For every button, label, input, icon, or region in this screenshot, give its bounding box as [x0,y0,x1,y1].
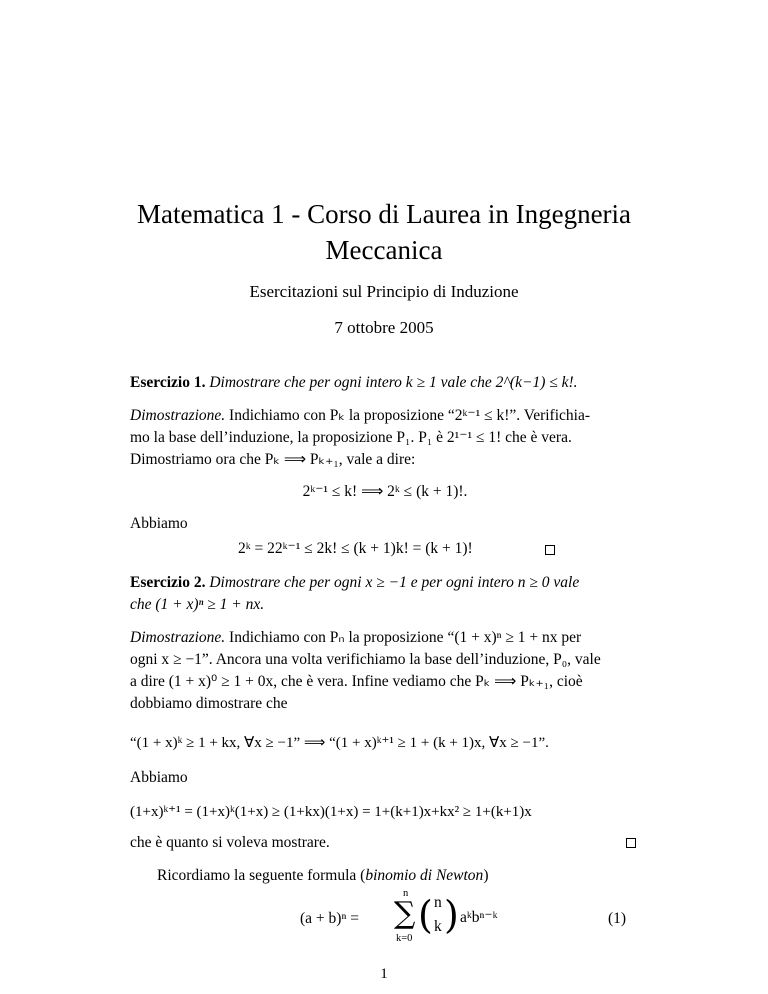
binomial-term: aᵏbⁿ⁻ᵏ [460,909,498,926]
exercise-2-abbiamo: Abbiamo [130,769,188,786]
binomial-intro-prefix: Ricordiamo la seguente formula ( [157,867,366,884]
proof-label: Dimostrazione. [130,629,226,646]
qed-symbol [545,545,555,555]
exercise-2-text-2: che (1 + x)ⁿ ≥ 1 + nx. [130,596,265,613]
exercise-2-text: Dimostrare che per ogni x ≥ −1 e per ogni intero n ≥ 0 vale [209,574,580,591]
exercise-1-equation-1: 2ᵏ⁻¹ ≤ k! ⟹ 2ᵏ ≤ (k + 1)!. [302,483,468,500]
equation-number: (1) [608,910,627,927]
title-line-2: Meccanica [325,235,443,265]
qed-symbol [626,838,636,848]
exercise-1-label: Esercizio 1. [130,374,206,391]
exercise-2-equation-1: “(1 + x)ᵏ ≥ 1 + kx, ∀x ≥ −1” ⟹ “(1 + x)ᵏ⁺¹ ≥ 1 + (k + 1)x, ∀x ≥ −1”. [130,735,549,751]
document-subtitle: Esercitazioni sul Principio di Induzione [249,282,519,301]
binomial-lhs: (a + b)ⁿ = [300,910,359,927]
exercise-2-proof-line-3: a dire (1 + x)⁰ ≥ 1 + 0x, che è vera. Infine vediamo che Pₖ ⟹ Pₖ₊₁, cioè [130,673,583,690]
proof-label: Dimostrazione. [130,407,226,424]
exercise-2-statement-line-1 [130,572,640,594]
exercise-2-proof-line-1 [130,627,640,649]
binomial-intro-suffix: ) [483,867,489,884]
binomial-bottom: k [434,918,442,935]
title-line-1: Matematica 1 - Corso di Laurea in Ingegneria [136,199,632,229]
exercise-1-proof-line-1 [130,405,640,427]
proof-text: Indichiamo con Pₖ la proposizione “2ᵏ⁻¹ ≤ k!”. Verifichia- [229,407,590,424]
document-title [110,196,658,268]
document-date: 7 ottobre 2005 [334,318,434,337]
exercise-2-statement-line-2 [130,594,640,616]
binomial-right-paren: ) [444,893,459,937]
binomial-top: n [434,894,442,911]
exercise-1-proof-line-2: mo la base dell’induzione, la proposizione P₁. P₁ è 2¹⁻¹ ≤ 1! che è vera. [130,429,572,446]
page-number: 1 [380,966,388,982]
summation-symbol: ∑ [394,896,416,931]
exercise-2-equation-2: (1+x)ᵏ⁺¹ = (1+x)ᵏ(1+x) ≥ (1+kx)(1+x) = 1+(k+1)x+kx² ≥ 1+(k+1)x [130,804,532,820]
exercise-2-proof-line-4: dobbiamo dimostrare che [130,695,288,712]
binomial-intro [157,865,667,887]
exercise-1-proof-line-3: Dimostriamo ora che Pₖ ⟹ Pₖ₊₁, vale a dire: [130,451,416,468]
exercise-1-abbiamo: Abbiamo [130,515,188,532]
proof-text: Indichiamo con Pₙ la proposizione “(1 + x)ⁿ ≥ 1 + nx per [229,629,582,646]
exercise-1-equation-2: 2ᵏ = 22ᵏ⁻¹ ≤ 2k! ≤ (k + 1)k! = (k + 1)! [238,540,473,557]
exercise-2-proof-line-2: ogni x ≥ −1”. Ancora una volta verifichiamo la base dell’induzione, P₀, vale [130,651,601,668]
exercise-2-label: Esercizio 2. [130,574,206,591]
binomial-intro-italic: binomio di Newton [365,867,484,884]
sum-upper-limit: n [403,888,409,899]
sum-lower-limit: k=0 [396,933,413,944]
exercise-1-statement [130,372,640,394]
exercise-1-text: Dimostrare che per ogni intero k ≥ 1 vale che 2^(k−1) ≤ k!. [209,374,578,391]
exercise-2-conclusion: che è quanto si voleva mostrare. [130,834,330,851]
binomial-left-paren: ( [418,893,433,937]
